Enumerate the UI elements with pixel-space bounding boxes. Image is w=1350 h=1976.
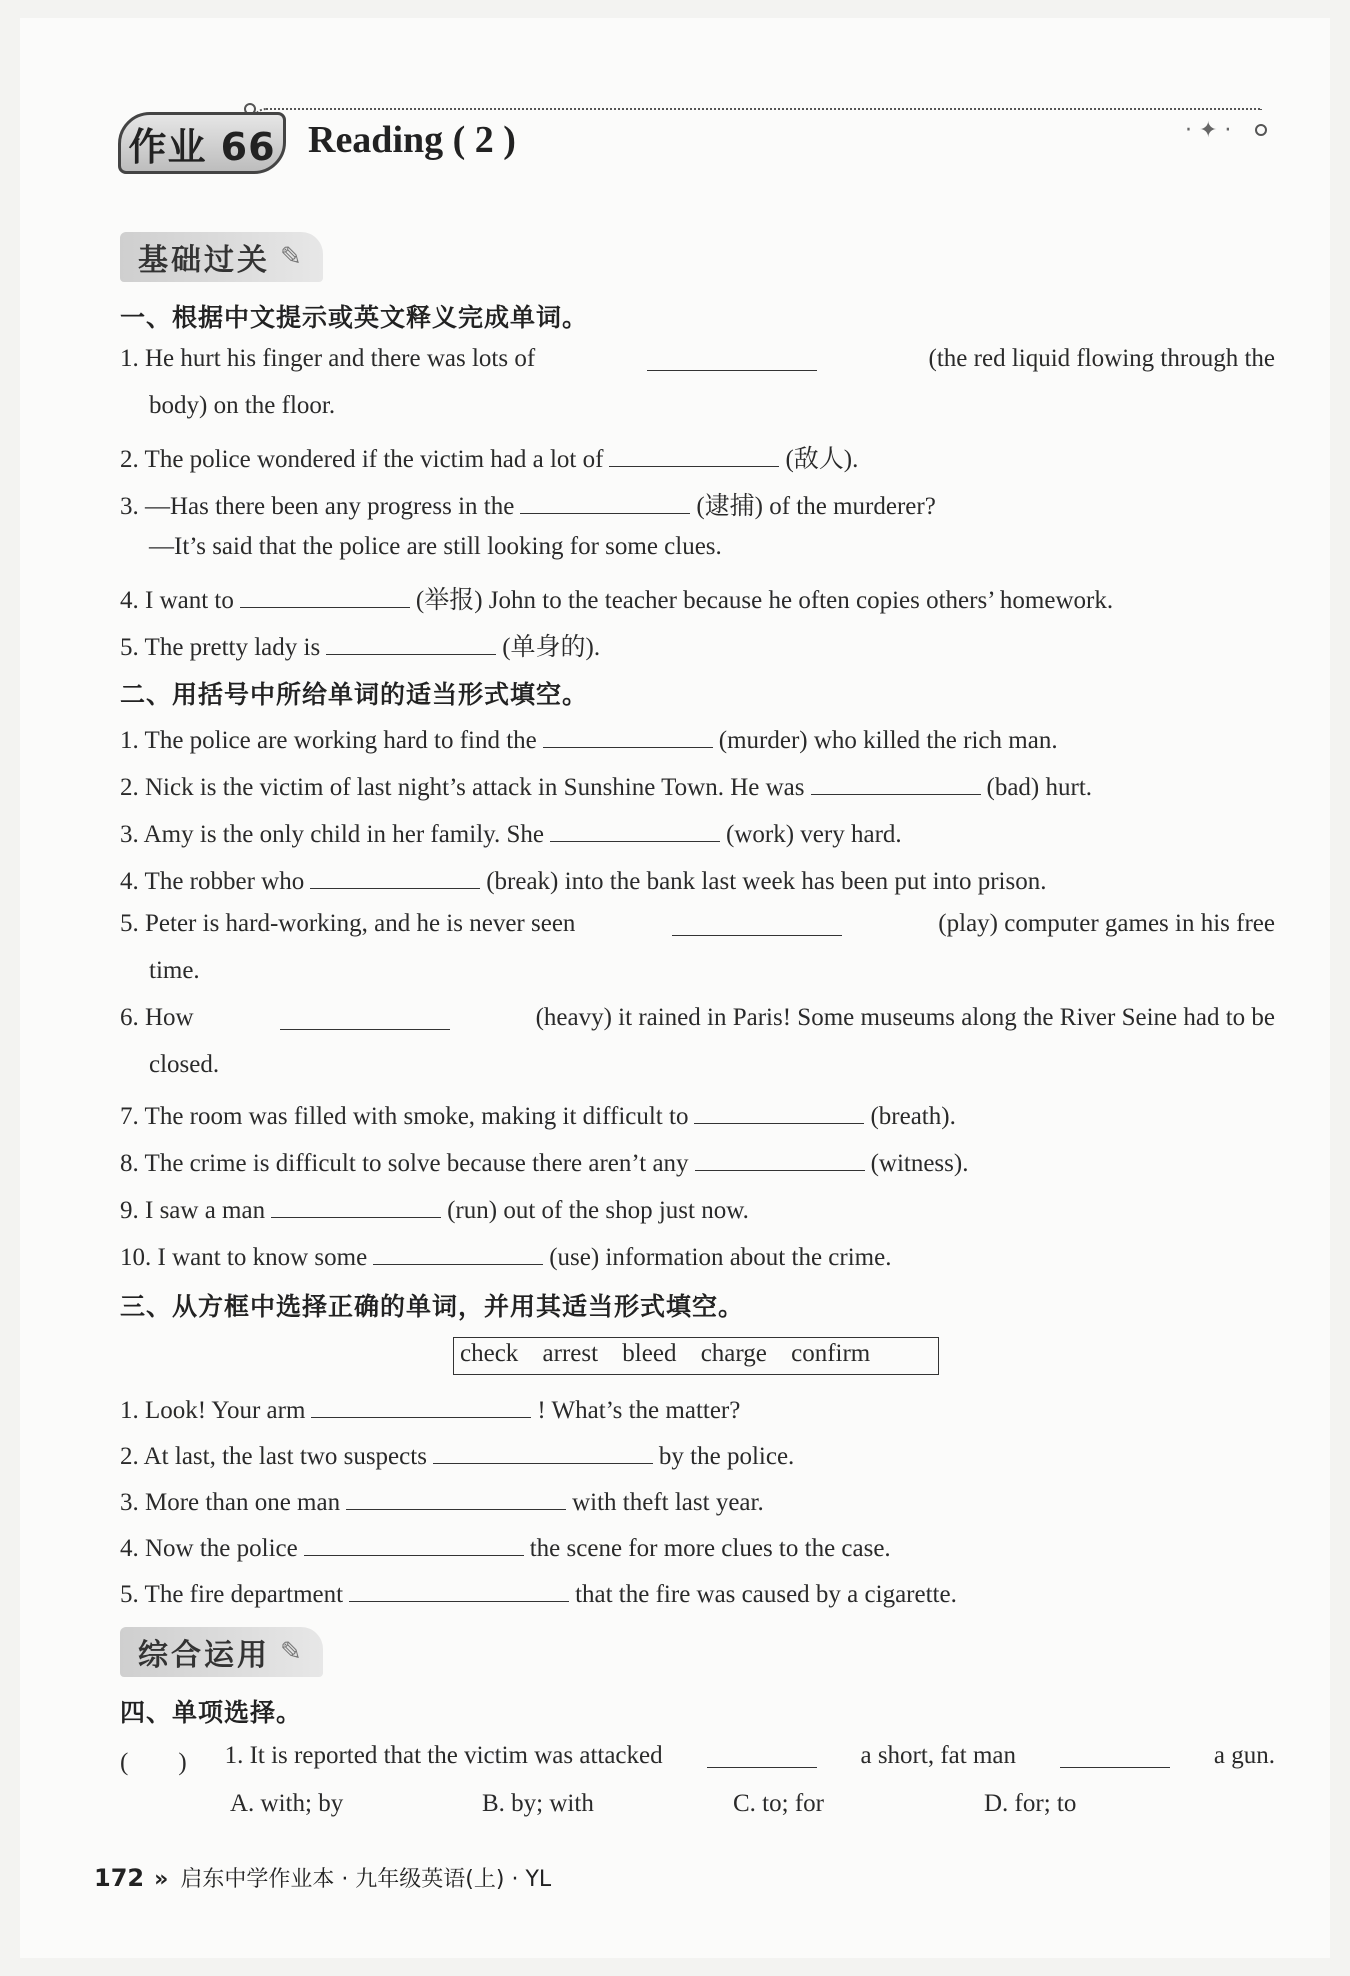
part2-q2 bbox=[120, 769, 1275, 802]
part2-q8 bbox=[120, 1145, 1275, 1178]
answer-blank[interactable] bbox=[271, 1192, 441, 1218]
part1-q1 bbox=[120, 345, 1275, 373]
question-text: 1. He hurt his finger and there was lots of bbox=[120, 345, 536, 372]
answer-blank[interactable] bbox=[311, 1392, 531, 1418]
answer-blank[interactable] bbox=[609, 441, 779, 467]
sparkle-icon: · ✦ · bbox=[1185, 118, 1232, 143]
answer-blank[interactable] bbox=[304, 1530, 524, 1556]
question-text: (work) very hard. bbox=[726, 821, 902, 848]
part4-heading: 四、单项选择。 bbox=[120, 1698, 303, 1727]
part1-q5 bbox=[120, 627, 1275, 663]
part2-q4 bbox=[120, 863, 1275, 896]
question-text: 10. I want to know some bbox=[120, 1244, 368, 1271]
question-text: a short, fat man bbox=[860, 1742, 1016, 1769]
answer-blank[interactable] bbox=[694, 1098, 864, 1124]
page-number: 172 bbox=[94, 1864, 145, 1892]
part1-q3-reply: —It’s said that the police are still looking for some clues. bbox=[149, 533, 722, 560]
option-d[interactable]: D. for; to bbox=[984, 1790, 1077, 1817]
question-text: 5. The pretty lady is bbox=[120, 634, 321, 661]
question-text: (the red liquid flowing through the bbox=[928, 345, 1275, 372]
answer-blank[interactable] bbox=[520, 488, 690, 514]
question-text: 2. Nick is the victim of last night’s attack in Sunshine Town. He was bbox=[120, 774, 805, 801]
question-text: (敌人). bbox=[785, 446, 859, 473]
question-text: (witness). bbox=[870, 1150, 969, 1177]
answer-blank[interactable] bbox=[647, 345, 817, 371]
header-ring-right bbox=[1255, 124, 1267, 136]
question-text: 1. Look! Your arm bbox=[120, 1397, 306, 1424]
question-text: (单身的). bbox=[502, 634, 601, 661]
part3-q3 bbox=[120, 1484, 1275, 1517]
question-text: ! What’s the matter? bbox=[537, 1397, 741, 1424]
part3-q4 bbox=[120, 1530, 1275, 1563]
part2-q3 bbox=[120, 816, 1275, 849]
answer-blank[interactable] bbox=[811, 769, 981, 795]
part2-q5-cont: time. bbox=[149, 957, 200, 984]
answer-blank[interactable] bbox=[373, 1239, 543, 1265]
question-text: 3. Amy is the only child in her family. She bbox=[120, 821, 545, 848]
page-footer bbox=[94, 1862, 551, 1893]
question-text: (play) computer games in his free bbox=[938, 910, 1275, 937]
answer-blank[interactable] bbox=[310, 863, 480, 889]
part2-q1 bbox=[120, 722, 1275, 755]
part2-q7 bbox=[120, 1098, 1275, 1131]
part1-heading: 一、根据中文提示或英文释义完成单词。 bbox=[120, 303, 589, 332]
answer-blank[interactable] bbox=[349, 1576, 569, 1602]
question-text: (heavy) it rained in Paris! Some museums along the River Seine had to be bbox=[535, 1004, 1275, 1031]
question-text: by the police. bbox=[658, 1443, 795, 1470]
part2-q10 bbox=[120, 1239, 1275, 1272]
option-b[interactable]: B. by; with bbox=[482, 1790, 594, 1817]
part2-heading: 二、用括号中所给单词的适当形式填空。 bbox=[120, 680, 589, 709]
word-box: check arrest bleed charge confirm bbox=[453, 1337, 939, 1375]
part3-q2 bbox=[120, 1438, 1275, 1471]
question-text: 2. At last, the last two suspects bbox=[120, 1443, 427, 1470]
question-text: 4. The robber who bbox=[120, 868, 305, 895]
answer-blank[interactable] bbox=[1060, 1742, 1170, 1768]
answer-blank[interactable] bbox=[550, 816, 720, 842]
question-text: 8. The crime is difficult to solve because there aren’t any bbox=[120, 1150, 689, 1177]
part4-q1 bbox=[120, 1742, 1275, 1778]
question-text: 1. The police are working hard to find the bbox=[120, 727, 537, 754]
part2-q6 bbox=[120, 1004, 1275, 1032]
answer-blank[interactable] bbox=[543, 722, 713, 748]
part1-q2 bbox=[120, 439, 1275, 475]
homework-badge: 作业 66 bbox=[118, 112, 286, 174]
question-text: 4. I want to bbox=[120, 587, 234, 614]
question-text: (use) information about the crime. bbox=[549, 1244, 892, 1271]
lesson-title: Reading ( 2 ) bbox=[308, 119, 516, 161]
question-text: (举报) John to the teacher because he often copies others’ homework. bbox=[415, 587, 1114, 614]
answer-blank[interactable] bbox=[695, 1145, 865, 1171]
part3-heading: 三、从方框中选择正确的单词，并用其适当形式填空。 bbox=[120, 1292, 745, 1321]
answer-blank[interactable] bbox=[280, 1004, 450, 1030]
question-text: 6. How bbox=[120, 1004, 194, 1031]
question-text: (murder) who killed the rich man. bbox=[718, 727, 1058, 754]
answer-blank[interactable] bbox=[240, 582, 410, 608]
question-text: 4. Now the police bbox=[120, 1535, 298, 1562]
double-chevron-icon: » bbox=[154, 1867, 169, 1892]
section-tag-comprehensive bbox=[120, 1627, 323, 1677]
part3-q5 bbox=[120, 1576, 1275, 1609]
pencil-icon: ✎ bbox=[280, 1637, 305, 1667]
question-text: 9. I saw a man bbox=[120, 1197, 266, 1224]
question-text: 5. The fire department bbox=[120, 1581, 344, 1608]
question-text: (break) into the bank last week has been put into prison. bbox=[486, 868, 1047, 895]
question-text: 3. —Has there been any progress in the bbox=[120, 493, 515, 520]
answer-blank[interactable] bbox=[672, 910, 842, 936]
answer-blank[interactable] bbox=[433, 1438, 653, 1464]
question-text: (bad) hurt. bbox=[986, 774, 1093, 801]
part2-q5 bbox=[120, 910, 1275, 938]
section-tag-basic bbox=[120, 232, 323, 282]
part1-q4 bbox=[120, 580, 1275, 616]
answer-blank[interactable] bbox=[326, 629, 496, 655]
part1-q3 bbox=[120, 486, 1275, 522]
part1-q1-cont: body) on the floor. bbox=[149, 392, 336, 419]
section-tag-label: 综合运用 bbox=[138, 1638, 270, 1673]
part3-q1 bbox=[120, 1392, 1275, 1425]
answer-blank[interactable] bbox=[346, 1484, 566, 1510]
part2-q6-cont: closed. bbox=[149, 1051, 220, 1078]
question-text: (逮捕) of the murderer? bbox=[696, 493, 936, 520]
pencil-icon: ✎ bbox=[280, 242, 305, 272]
option-a[interactable]: A. with; by bbox=[230, 1790, 344, 1817]
question-text: a gun. bbox=[1213, 1742, 1275, 1769]
question-text: that the fire was caused by a cigarette. bbox=[575, 1581, 957, 1608]
answer-paren[interactable]: ( ) bbox=[120, 1749, 187, 1776]
question-text: 7. The room was filled with smoke, making it difficult to bbox=[120, 1103, 689, 1130]
question-text: the scene for more clues to the case. bbox=[529, 1535, 891, 1562]
question-text: 5. Peter is hard-working, and he is never seen bbox=[120, 910, 576, 937]
question-text: 1. It is reported that the victim was attacked bbox=[224, 1742, 663, 1769]
option-c[interactable]: C. to; for bbox=[733, 1790, 824, 1817]
book-title: 启东中学作业本 · 九年级英语(上) · YL bbox=[180, 1867, 552, 1892]
question-text: with theft last year. bbox=[572, 1489, 764, 1516]
question-text: 3. More than one man bbox=[120, 1489, 341, 1516]
section-tag-label: 基础过关 bbox=[138, 243, 270, 278]
part2-q9 bbox=[120, 1192, 1275, 1225]
answer-blank[interactable] bbox=[707, 1742, 817, 1768]
question-text: (breath). bbox=[870, 1103, 956, 1130]
question-text: (run) out of the shop just now. bbox=[447, 1197, 749, 1224]
question-text: 2. The police wondered if the victim had a lot of bbox=[120, 446, 604, 473]
